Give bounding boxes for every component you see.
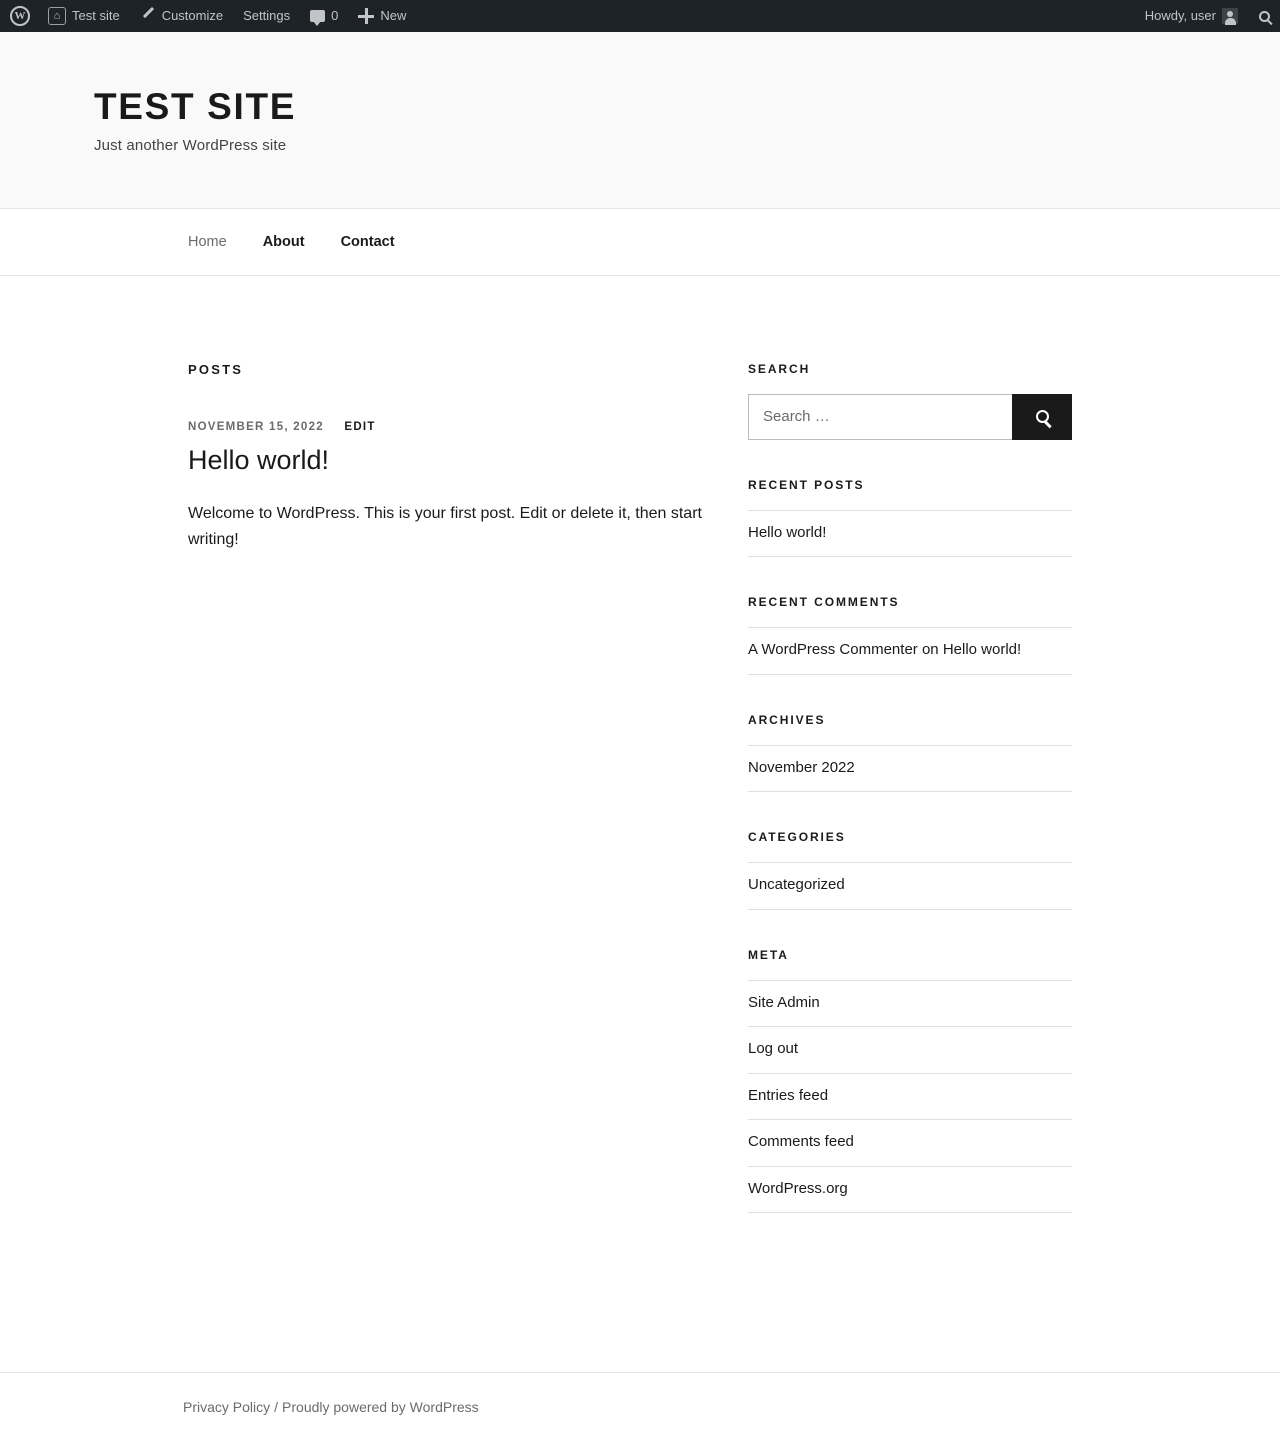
widget-recent-comments-title: RECENT COMMENTS [748, 595, 900, 610]
nav-list [188, 209, 1280, 275]
admin-bar-search-button[interactable] [1248, 0, 1280, 32]
list-item[interactable] [748, 745, 1072, 793]
admin-bar-comments[interactable] [300, 0, 348, 32]
admin-bar-comments-count: 0 [331, 8, 339, 23]
meta-link-log-out[interactable]: Log out [748, 1040, 799, 1058]
recent-posts-list [748, 510, 1072, 558]
admin-bar-left [0, 0, 416, 32]
widget-categories-title: CATEGORIES [748, 830, 846, 845]
post-excerpt: Welcome to WordPress. This is your first post. Edit or delete it, then start writing! [188, 505, 702, 549]
site-footer [0, 1372, 1280, 1445]
nav-link-about[interactable]: About [262, 233, 305, 250]
search-submit-button[interactable] [1012, 394, 1072, 440]
widget-categories [748, 830, 1072, 910]
admin-bar-settings-label: Settings [243, 8, 291, 23]
plus-icon [358, 8, 374, 24]
post-meta [188, 421, 708, 433]
search-input[interactable] [748, 394, 1012, 440]
archives-list [748, 745, 1072, 793]
comment-bubble-icon [310, 10, 325, 22]
admin-bar-settings[interactable] [233, 0, 300, 32]
widget-recent-comments [748, 595, 1072, 675]
comment-author[interactable]: A WordPress Commenter [748, 641, 918, 659]
post-title[interactable]: Hello world! [188, 444, 330, 475]
sidebar [748, 362, 1072, 1252]
site-header-wrap [94, 87, 1186, 154]
comment-post-link[interactable]: Hello world! [942, 641, 1022, 659]
nav-item-home[interactable] [188, 233, 227, 251]
nav-item-contact[interactable] [341, 233, 395, 251]
admin-bar-customize-label: Customize [161, 8, 224, 23]
search-icon [1036, 410, 1049, 423]
admin-bar-customize[interactable] [130, 0, 233, 32]
list-item[interactable] [748, 980, 1072, 1028]
category-link[interactable]: Uncategorized [748, 876, 845, 894]
footer-privacy-policy-link[interactable]: Privacy Policy [183, 1399, 271, 1415]
list-item[interactable] [748, 510, 1072, 558]
list-item[interactable] [748, 1074, 1072, 1121]
main-navigation [0, 209, 1280, 276]
meta-link-comments-feed[interactable]: Comments feed [748, 1133, 854, 1151]
search-form [748, 394, 1072, 440]
widget-meta-title: META [748, 947, 789, 962]
meta-list [748, 980, 1072, 1214]
admin-bar [0, 0, 1280, 32]
footer-separator: / [274, 1399, 279, 1415]
footer-inner [183, 1399, 1280, 1415]
comment-separator: on [917, 641, 943, 659]
post-edit-link[interactable]: EDIT [344, 420, 376, 433]
meta-link-wordpress-org[interactable]: WordPress.org [748, 1179, 848, 1197]
nav-link-contact[interactable]: Contact [340, 233, 395, 250]
list-item[interactable] [748, 627, 1072, 675]
site-header [0, 32, 1280, 209]
admin-bar-new-label: New [380, 8, 407, 23]
post-content [188, 501, 708, 553]
wordpress-logo-button[interactable] [0, 6, 38, 26]
avatar [1222, 8, 1238, 24]
site-title[interactable]: TEST SITE [94, 86, 297, 127]
footer-credit-link[interactable]: Proudly powered by WordPress [282, 1399, 479, 1415]
widget-archives-title: ARCHIVES [748, 712, 826, 727]
post-article [188, 421, 708, 554]
list-item[interactable] [748, 862, 1072, 910]
pencil-icon [140, 8, 156, 24]
admin-bar-site-name-label: Test site [72, 8, 120, 23]
widget-recent-posts-title: RECENT POSTS [748, 477, 865, 492]
categories-list [748, 862, 1072, 910]
primary-content [188, 362, 748, 1252]
recent-post-link[interactable]: Hello world! [748, 523, 827, 541]
post-date-link[interactable]: NOVEMBER 15, 2022 [188, 420, 324, 433]
widget-recent-posts [748, 478, 1072, 558]
site-description: Just another WordPress site [94, 136, 287, 154]
archive-link[interactable]: November 2022 [748, 758, 855, 776]
recent-comments-list [748, 627, 1072, 675]
widget-search-title: SEARCH [748, 361, 811, 376]
meta-link-entries-feed[interactable]: Entries feed [748, 1086, 829, 1104]
admin-bar-site-name[interactable] [38, 0, 130, 32]
widget-search [748, 362, 1072, 440]
admin-bar-new[interactable] [348, 0, 416, 32]
nav-link-home[interactable]: Home [188, 233, 227, 250]
list-item[interactable] [748, 1120, 1072, 1167]
list-item[interactable] [748, 1027, 1072, 1074]
search-icon [1259, 11, 1270, 22]
meta-link-site-admin[interactable]: Site Admin [748, 993, 820, 1011]
nav-item-about[interactable] [263, 233, 305, 251]
admin-bar-howdy-label: Howdy, user [1144, 8, 1216, 23]
content-area [188, 276, 1092, 1252]
widget-archives [748, 713, 1072, 793]
posts-heading: POSTS [188, 361, 244, 377]
house-icon: ⌂ [48, 7, 66, 25]
list-item[interactable] [748, 1167, 1072, 1214]
widget-meta [748, 948, 1072, 1214]
admin-bar-right [1135, 0, 1280, 32]
wordpress-logo-icon [10, 6, 30, 26]
admin-bar-my-account[interactable] [1135, 0, 1248, 32]
